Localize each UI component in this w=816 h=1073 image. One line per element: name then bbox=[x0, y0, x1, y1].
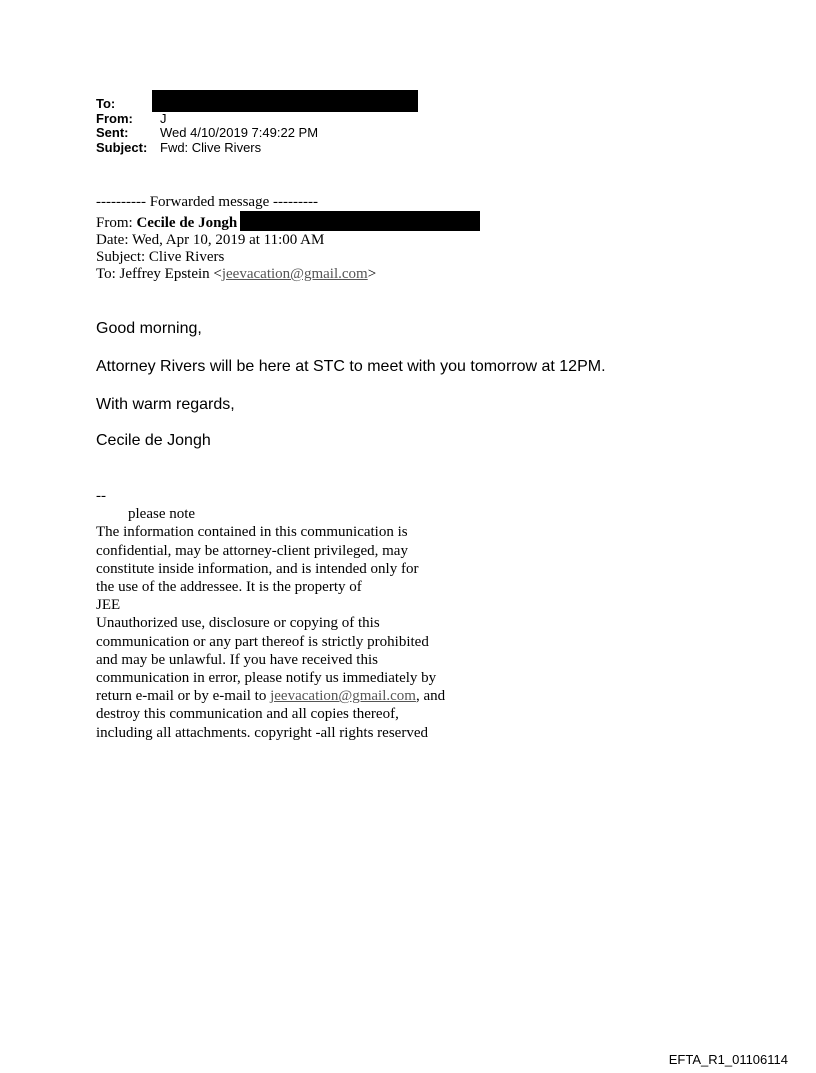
forward-from-line bbox=[96, 211, 480, 232]
document-id: EFTA_R1_01106114 bbox=[668, 1052, 788, 1067]
greeting: Good morning, bbox=[96, 320, 202, 337]
sent-label: Sent: bbox=[96, 125, 129, 140]
sent-value: Wed 4/10/2019 7:49:22 PM bbox=[160, 125, 319, 140]
disclaimer-line: destroy this communication and all copies thereof, bbox=[96, 706, 399, 723]
disclaimer-line: the use of the addressee. It is the property of bbox=[96, 579, 362, 596]
disclaimer-line: and may be unlawful. If you have received this bbox=[96, 651, 378, 668]
disclaimer-line: communication or any part thereof is strictly prohibited bbox=[96, 633, 429, 650]
disclaimer-line: communication in error, please notify us immediately by bbox=[96, 670, 437, 687]
forward-from-redaction bbox=[240, 211, 480, 231]
signature: Cecile de Jongh bbox=[96, 432, 211, 449]
forward-to-line bbox=[96, 266, 480, 283]
forward-to-suffix: > bbox=[367, 266, 377, 282]
forward-to-prefix: To: Jeffrey Epstein < bbox=[96, 266, 222, 282]
forward-subject-line: Subject: Clive Rivers bbox=[96, 249, 225, 265]
body-text: Attorney Rivers will be here at STC to meet with you tomorrow at 12PM. bbox=[96, 358, 606, 375]
forward-from-name: Cecile de Jongh bbox=[136, 215, 238, 231]
return-prefix: return e-mail or by e-mail to bbox=[96, 688, 271, 705]
disclaimer-line: constitute inside information, and is intended only for bbox=[96, 560, 419, 577]
return-suffix: , and bbox=[415, 688, 446, 705]
closing: With warm regards, bbox=[96, 396, 235, 413]
disclaimer-line: including all attachments. copyright -all rights reserved bbox=[96, 724, 428, 741]
forward-separator: ---------- Forwarded message --------- bbox=[96, 194, 318, 210]
subject-value: Fwd: Clive Rivers bbox=[160, 139, 262, 155]
forward-date-line: Date: Wed, Apr 10, 2019 at 11:00 AM bbox=[96, 232, 325, 248]
subject-label: Subject: bbox=[96, 139, 148, 155]
disclaimer-line: JEE bbox=[96, 597, 121, 614]
forwarded-block bbox=[96, 194, 480, 283]
from-value: J bbox=[160, 110, 167, 126]
disclaimer-block bbox=[96, 487, 445, 742]
from-label: From: bbox=[96, 110, 133, 126]
to-label: To: bbox=[96, 96, 116, 111]
disclaimer-line: Unauthorized use, disclosure or copying of this bbox=[96, 615, 380, 632]
forward-to-email-link[interactable]: jeevacation@gmail.com bbox=[221, 266, 368, 282]
to-redaction bbox=[152, 90, 418, 112]
signature-dashes: -- bbox=[96, 488, 106, 504]
disclaimer-line: confidential, may be attorney-client privileged, may bbox=[96, 542, 408, 559]
forward-from-prefix: From: bbox=[96, 215, 137, 231]
disclaimer-line: The information contained in this communication is bbox=[96, 524, 408, 541]
please-note: please note bbox=[128, 506, 196, 523]
return-email-link[interactable]: jeevacation@gmail.com bbox=[270, 688, 416, 705]
disclaimer-return-line bbox=[96, 687, 445, 705]
